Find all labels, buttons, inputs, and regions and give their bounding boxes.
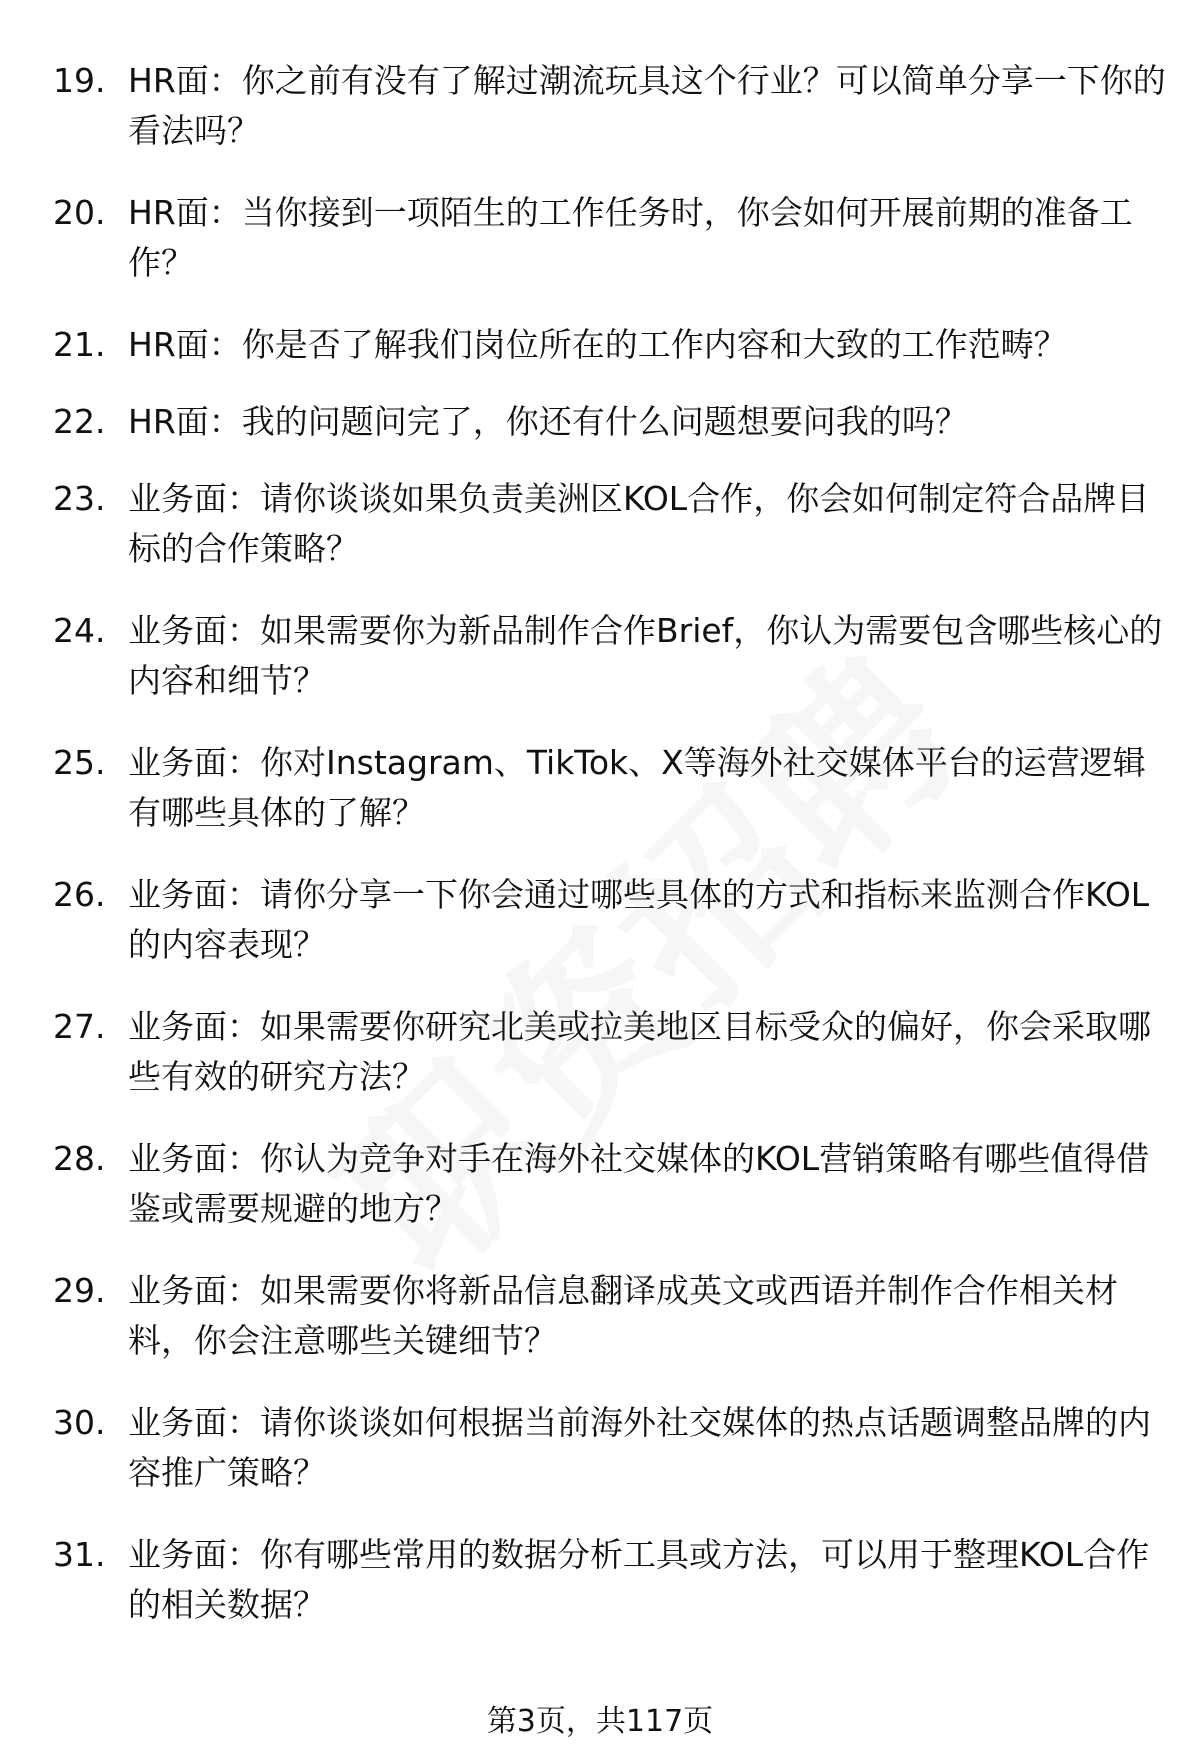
question-number: 25. — [53, 743, 106, 782]
page-footer: 第3页，共117页 — [486, 1704, 714, 1739]
question-text: 业务面：你认为竞争对手在海外社交媒体的KOL营销策略有哪些值得借鉴或需要规避的地方？ — [128, 1139, 1150, 1228]
question-text: HR面：你是否了解我们岗位所在的工作内容和大致的工作范畴？ — [128, 325, 1067, 364]
question-item — [0, 606, 1200, 738]
question-number: 28. — [53, 1139, 106, 1178]
question-number: 23. — [53, 479, 106, 518]
question-item — [0, 56, 1200, 188]
question-text: 业务面：请你谈谈如何根据当前海外社交媒体的热点话题调整品牌的内容推广策略？ — [128, 1403, 1151, 1492]
question-text: HR面：你之前有没有了解过潮流玩具这个行业？可以简单分享一下你的看法吗？ — [128, 61, 1166, 150]
question-text: 业务面：你对Instagram、TikTok、X等海外社交媒体平台的运营逻辑有哪些具体的了解？ — [128, 743, 1146, 832]
question-item — [0, 188, 1200, 320]
question-number: 31. — [53, 1535, 106, 1574]
question-text: 业务面：如果需要你将新品信息翻译成英文或西语并制作合作相关材料，你会注意哪些关键细节？ — [128, 1271, 1118, 1360]
question-item — [0, 738, 1200, 870]
question-text: 业务面：请你谈谈如果负责美洲区KOL合作，你会如何制定符合品牌目标的合作策略？ — [128, 479, 1150, 568]
question-item — [0, 870, 1200, 1002]
question-text: 业务面：请你分享一下你会通过哪些具体的方式和指标来监测合作KOL的内容表现？ — [128, 875, 1150, 964]
question-number: 29. — [53, 1271, 106, 1310]
question-text: HR面：当你接到一项陌生的工作任务时，你会如何开展前期的准备工作？ — [128, 193, 1133, 282]
question-number: 19. — [53, 61, 106, 100]
question-item — [0, 1530, 1200, 1662]
question-number: 22. — [53, 402, 106, 441]
question-item — [0, 320, 1200, 397]
question-number: 21. — [53, 325, 106, 364]
question-number: 20. — [53, 193, 106, 232]
question-item — [0, 1266, 1200, 1398]
question-number: 30. — [53, 1403, 106, 1442]
question-text: 业务面：你有哪些常用的数据分析工具或方法，可以用于整理KOL合作的相关数据？ — [128, 1535, 1150, 1624]
question-text: 业务面：如果需要你为新品制作合作Brief，你认为需要包含哪些核心的内容和细节？ — [128, 611, 1163, 700]
question-text: 业务面：如果需要你研究北美或拉美地区目标受众的偏好，你会采取哪些有效的研究方法？ — [128, 1007, 1151, 1096]
question-item — [0, 1002, 1200, 1134]
question-text: HR面：我的问题问完了，你还有什么问题想要问我的吗？ — [128, 402, 968, 441]
question-list — [0, 56, 1200, 1662]
question-item — [0, 474, 1200, 606]
question-number: 27. — [53, 1007, 106, 1046]
question-item — [0, 1134, 1200, 1266]
question-item — [0, 397, 1200, 474]
question-number: 24. — [53, 611, 106, 650]
question-item — [0, 1398, 1200, 1530]
question-number: 26. — [53, 875, 106, 914]
